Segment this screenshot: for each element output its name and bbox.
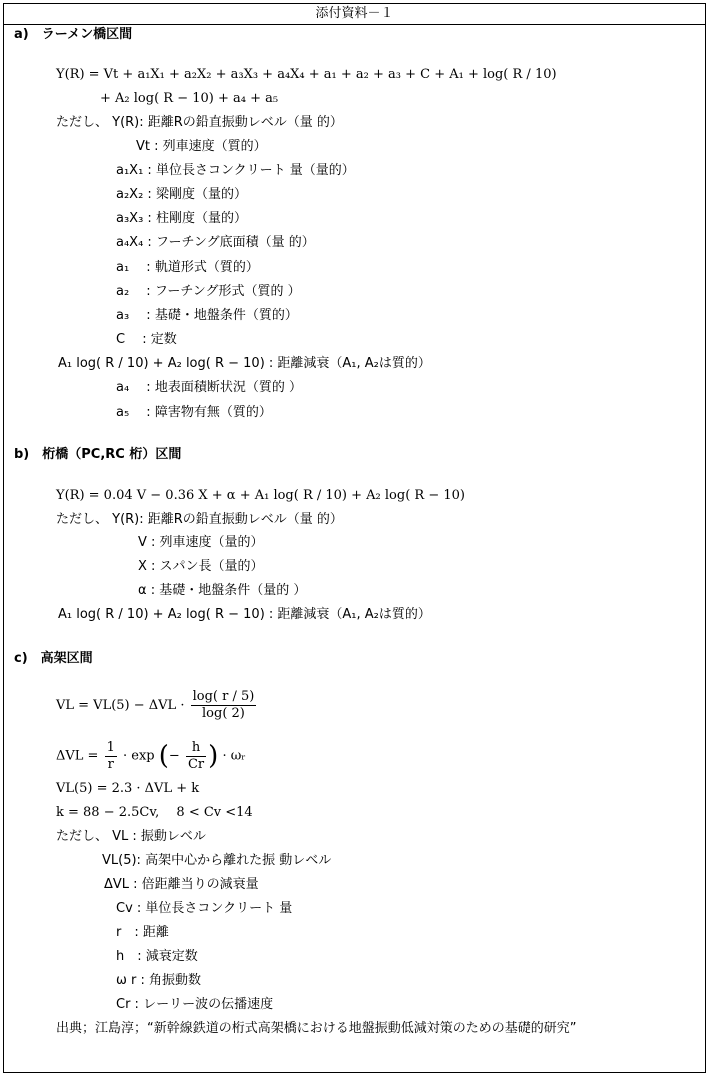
definition-line: r : 距離 xyxy=(116,925,169,940)
definition-line: V : 列車速度（量的） xyxy=(138,535,264,550)
formula-line: Y(R) = Vt + a₁X₁ + a₂X₂ + a₃X₃ + a₄X₄ + a₁ + a₂ + a₃ + C + A₁ + log( R / 10) xyxy=(56,67,557,82)
formula-vl-lhs: VL = VL(5) − ΔVL · xyxy=(56,698,185,713)
definition-line: VL(5): 高架中心から離れた振 動レベル xyxy=(102,853,332,868)
definition-line: a₄X₄ : フーチング底面積（量 的） xyxy=(116,235,315,250)
fraction-denominator: log( 2) xyxy=(202,706,245,721)
definition-line: a₃ : 基礎・地盤条件（質的） xyxy=(116,308,298,323)
definition-line: a₁X₁ : 単位長さコンクリート 量（量的） xyxy=(116,163,355,178)
fraction-numerator: log( r / 5) xyxy=(192,689,255,704)
definition-line: a₃X₃ : 柱剛度（量的） xyxy=(116,211,247,226)
definition-line: α : 基礎・地盤条件（量的 ） xyxy=(138,583,307,598)
definition-line: a₂X₂ : 梁剛度（量的） xyxy=(116,187,247,202)
document-title: 添付資料－１ xyxy=(4,4,705,25)
section-b-heading: b) 桁橋（PC,RC 桁）区間 xyxy=(14,447,182,462)
source-citation: 出典；江島淳；“新幹線鉄道の桁式高架橋における地盤振動低減対策のための基礎的研究” xyxy=(56,1021,577,1036)
definition-line: X : スパン長（量的） xyxy=(138,559,264,574)
definition-line: C : 定数 xyxy=(116,332,177,347)
fraction-denominator: Cr xyxy=(187,756,205,772)
definition-line: A₁ log( R / 10) + A₂ log( R − 10) : 距離減衰（A₁, A₂は質的） xyxy=(58,356,431,371)
definition-line: a₁ : 軌道形式（質的） xyxy=(116,260,259,275)
formula-line: k = 88 − 2.5Cv, 8 < Cv <14 xyxy=(56,805,253,820)
definition-line: A₁ log( R / 10) + A₂ log( R − 10) : 距離減衰（A₁, A₂は質的） xyxy=(58,607,431,622)
fraction xyxy=(191,689,257,722)
fraction-numerator: h xyxy=(186,740,206,757)
definition-line: ω r : 角振動数 xyxy=(116,973,202,988)
definition-line: a₂ : フーチング形式（質的 ） xyxy=(116,284,301,299)
formula-delta-vl-lhs: ΔVL = xyxy=(56,748,99,764)
formula-vl xyxy=(56,688,258,724)
minus-sign: − xyxy=(168,748,180,764)
definition-line: ただし、 VL : 振動レベル xyxy=(56,829,206,844)
formula-delta-vl xyxy=(56,738,246,775)
definition-line: ただし、 Y(R): 距離Rの鉛直振動レベル（量 的） xyxy=(56,115,343,130)
fraction xyxy=(186,740,206,773)
fraction xyxy=(105,740,117,773)
section-a-heading: a) ラーメン橋区間 xyxy=(14,27,133,42)
definition-line: a₅ : 障害物有無（質的） xyxy=(116,405,272,420)
formula-line: VL(5) = 2.3 · ΔVL + k xyxy=(56,781,200,796)
definition-line: Cr : レーリー波の伝播速度 xyxy=(116,997,274,1012)
definition-line: Vt : 列車速度（質的） xyxy=(136,139,267,154)
formula-exp: · exp xyxy=(123,748,155,764)
definition-line: ただし、 Y(R): 距離Rの鉛直振動レベル（量 的） xyxy=(56,512,343,527)
paren-left: ( xyxy=(158,741,169,771)
definition-line: Cv : 単位長さコンクリート 量 xyxy=(116,901,293,916)
formula-tail: · ωᵣ xyxy=(222,748,246,764)
definition-line: a₄ : 地表面積断状況（質的 ） xyxy=(116,380,302,395)
definition-line: ΔVL : 倍距離当りの減衰量 xyxy=(104,877,259,892)
definition-line: h : 減衰定数 xyxy=(116,949,198,964)
paren-right: ) xyxy=(208,741,219,771)
formula-line: Y(R) = 0.04 V − 0.36 X + α + A₁ log( R / 10) + A₂ log( R − 10) xyxy=(56,488,465,503)
fraction-denominator: r xyxy=(107,756,114,772)
section-c-heading: c) 高架区間 xyxy=(14,651,93,666)
fraction-numerator: 1 xyxy=(106,739,115,755)
formula-line: + A₂ log( R − 10) + a₄ + a₅ xyxy=(100,91,279,106)
